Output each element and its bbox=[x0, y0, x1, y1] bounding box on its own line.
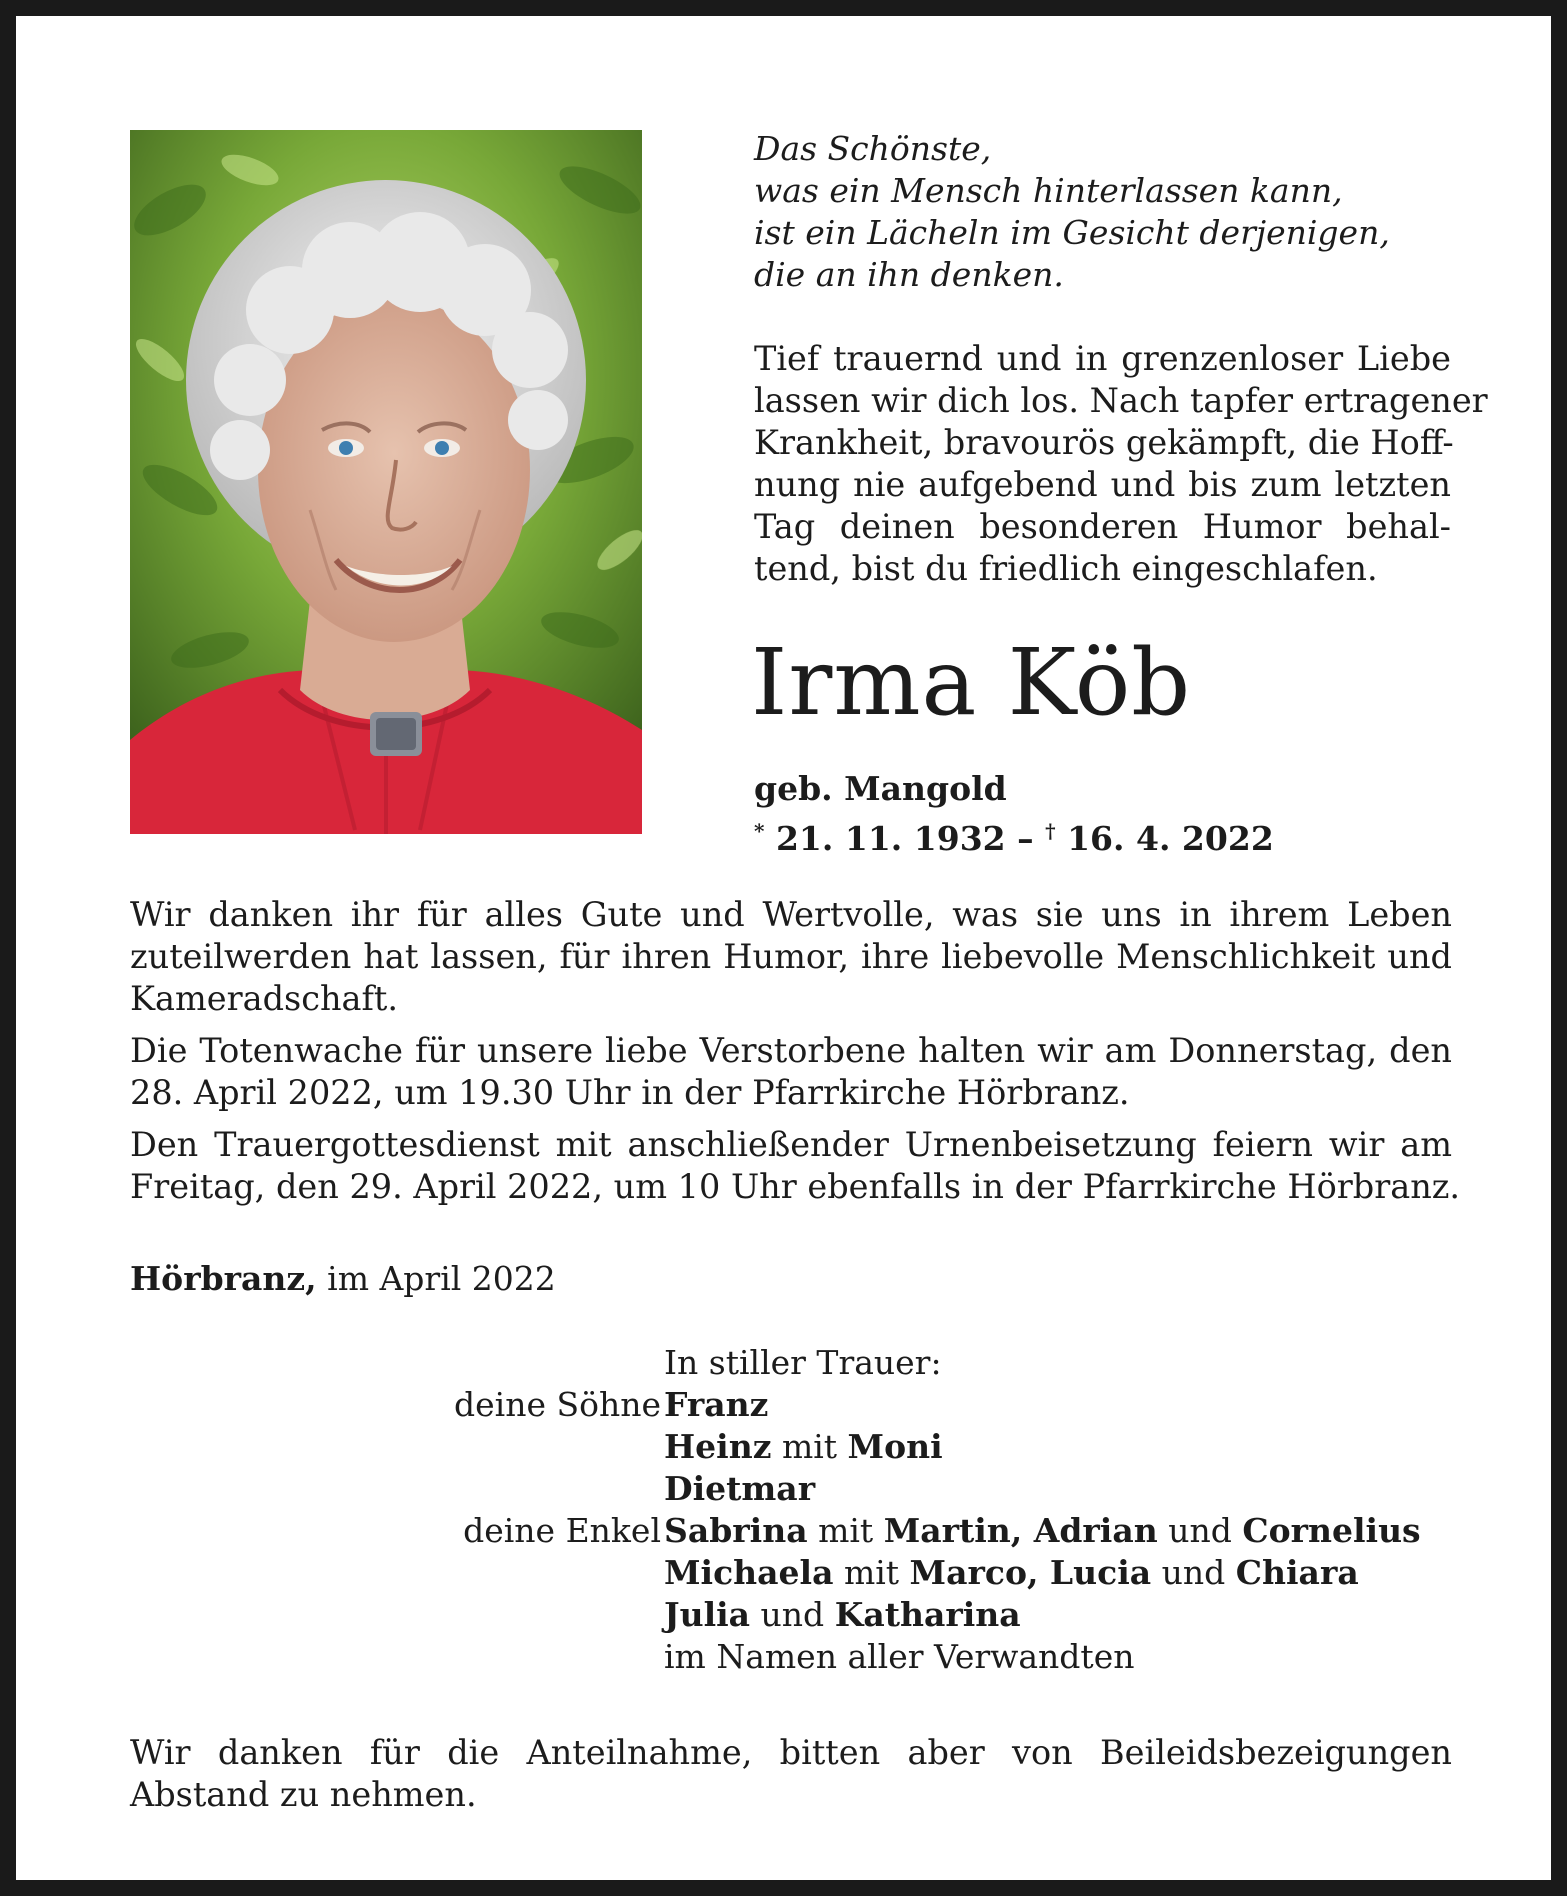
closing-line: Abstand zu nehmen. bbox=[130, 1775, 477, 1814]
thanks-and-services bbox=[130, 894, 1461, 1208]
family-connector: mit bbox=[833, 1553, 910, 1592]
family-line bbox=[664, 1636, 1421, 1678]
family-connector: mit bbox=[771, 1427, 848, 1466]
intro-line: Tief trauernd und in grenzenloser Liebe bbox=[754, 339, 1451, 378]
family-name: Sabrina bbox=[664, 1511, 808, 1550]
family-line bbox=[664, 1468, 1421, 1510]
thanks-line: Wir danken ihr für alles Gute und Wertvolle, was sie uns in ihrem Leben bbox=[130, 895, 1452, 934]
family-name: Chiara bbox=[1235, 1553, 1359, 1592]
place-month: im April 2022 bbox=[327, 1259, 556, 1298]
date-separator: – bbox=[1017, 819, 1034, 858]
intro-paragraph bbox=[754, 338, 1488, 590]
memorial-poem bbox=[754, 128, 1474, 296]
obituary-page bbox=[16, 16, 1551, 1880]
family-connector: und bbox=[1151, 1553, 1236, 1592]
intro-line: tend, bist du friedlich eingeschlafen. bbox=[754, 549, 1378, 588]
family-line bbox=[664, 1552, 1421, 1594]
family-connector: und bbox=[1157, 1511, 1243, 1550]
birth-symbol: * bbox=[754, 819, 765, 843]
intro-line: nung nie aufgebend und bis zum letzten bbox=[754, 465, 1451, 504]
grandchildren-label: deine Enkel bbox=[463, 1511, 661, 1550]
family-name: Michaela bbox=[664, 1553, 834, 1592]
deceased-name: Irma Köb bbox=[751, 629, 1192, 736]
portrait-photo bbox=[130, 130, 642, 834]
poem-line: ist ein Lächeln im Gesicht derjenigen, bbox=[754, 213, 1390, 252]
intro-line: Krankheit, bravourös gekämpft, die Hoff- bbox=[754, 423, 1454, 462]
intro-line: lassen wir dich los. Nach tapfer ertragener bbox=[754, 381, 1488, 420]
portrait-illustration bbox=[130, 130, 642, 834]
mourners-heading: In stiller Trauer: bbox=[664, 1343, 942, 1382]
family-name: Heinz bbox=[664, 1427, 772, 1466]
family-list bbox=[664, 1384, 1421, 1678]
closing-note bbox=[130, 1732, 1452, 1816]
family-line bbox=[664, 1426, 1421, 1468]
family-name: Marco, Lucia bbox=[909, 1553, 1152, 1592]
family-line bbox=[664, 1510, 1421, 1552]
family-name: Cornelius bbox=[1242, 1511, 1421, 1550]
poem-line: was ein Mensch hinterlassen kann, bbox=[754, 171, 1343, 210]
death-symbol: † bbox=[1045, 819, 1056, 843]
place-date bbox=[130, 1258, 556, 1300]
family-name: Martin, Adrian bbox=[883, 1511, 1158, 1550]
family-name: Moni bbox=[847, 1427, 943, 1466]
family-name: Katharina bbox=[834, 1595, 1021, 1634]
family-name: Dietmar bbox=[664, 1469, 816, 1508]
poem-line: die an ihn denken. bbox=[754, 255, 1064, 294]
wake-line: 28. April 2022, um 19.30 Uhr in der Pfarrkirche Hörbranz. bbox=[130, 1073, 1130, 1112]
family-connector: im Namen aller Verwandten bbox=[664, 1637, 1135, 1676]
sons-label: deine Söhne bbox=[454, 1385, 661, 1424]
wake-line: Die Totenwache für unsere liebe Verstorbene halten wir am Donnerstag, den bbox=[130, 1031, 1452, 1070]
death-date: 16. 4. 2022 bbox=[1067, 819, 1274, 858]
family-line bbox=[664, 1594, 1421, 1636]
family-line bbox=[664, 1384, 1421, 1426]
family-connector: und bbox=[750, 1595, 835, 1634]
intro-line: Tag deinen besonderen Humor behal- bbox=[754, 507, 1451, 546]
thanks-line: zuteilwerden hat lassen, für ihren Humor, ihre liebevolle Menschlichkeit und bbox=[130, 937, 1452, 976]
closing-line: Wir danken für die Anteilnahme, bitten aber von Beileidsbezeigungen bbox=[130, 1733, 1452, 1772]
birth-date: 21. 11. 1932 bbox=[775, 819, 1006, 858]
maiden-name: geb. Mangold bbox=[754, 769, 1007, 808]
funeral-line: Den Trauergottesdienst mit anschließender Urnenbeisetzung feiern wir am bbox=[130, 1125, 1452, 1164]
life-dates bbox=[754, 810, 1274, 860]
funeral-line: Freitag, den 29. April 2022, um 10 Uhr ebenfalls in der Pfarrkirche Hörbranz. bbox=[130, 1167, 1461, 1206]
family-name: Franz bbox=[664, 1385, 769, 1424]
thanks-line: Kameradschaft. bbox=[130, 979, 399, 1018]
place-town: Hörbranz, bbox=[130, 1259, 317, 1298]
family-connector: mit bbox=[807, 1511, 884, 1550]
family-name: Julia bbox=[664, 1595, 751, 1634]
poem-line: Das Schönste, bbox=[754, 129, 992, 168]
